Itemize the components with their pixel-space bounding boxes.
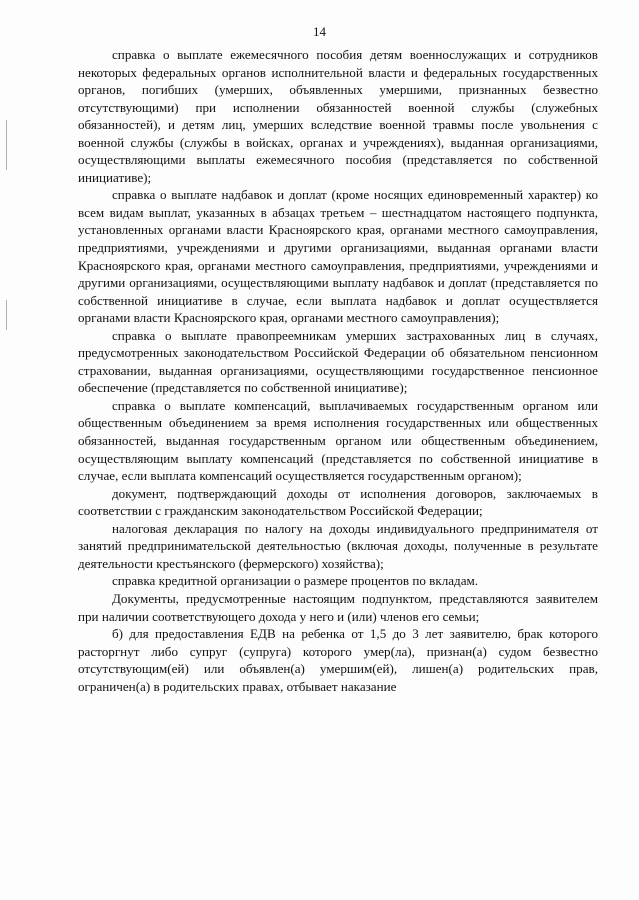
paragraph-compensation-payments: справка о выплате компенсаций, выплачиваемых государственным органом или общественным объединением за время исполнения государственных или общественных обязанностей, выданная государственным органом или общественным объединением, осуществляющим выплату компенсаций (представляется по собственной инициативе в случае, если выплата компенсаций осуществляется государственным органом);: [78, 397, 598, 484]
paragraph-deposit-interest: справка кредитной организации о размере процентов по вкладам.: [112, 573, 479, 589]
paragraph-tax-declaration: налоговая декларация по налогу на доходы индивидуального предпринимателя от занятий предпринимательской деятельностью (включая доходы, полученные в результате деятельности крестьянского (фермерского) хозяйства);: [78, 520, 598, 571]
scan-margin-mark: [6, 120, 7, 170]
paragraph-military-children-allowance: справка о выплате ежемесячного пособия детям военнослужащих и сотрудников некоторых федеральных органов исполнительной власти и федеральных государственных органов, погибших (умерших, объявленных умершими, признанных безвестно отсутствующими) при исполнении обязанностей военной службы (служебных обязанностей), и детям лиц, умерших вследствие военной травмы после увольнения с военной службы (службы в войсках, органах и учреждениях), выданная организациями, осуществляющими выплаты ежемесячного пособия (представляется по собственной инициативе);: [78, 47, 598, 185]
paragraph-successor-payments: справка о выплате правопреемникам умерших застрахованных лиц в случаях, предусмотренных законодательством Российской Федерации об обязательном пенсионном страховании, выданная организациями, осуществляющими государственное пенсионное обеспечение (представляется по собственной инициативе);: [78, 327, 598, 396]
document-body: [78, 46, 598, 695]
paragraph-civil-contract-income: документ, подтверждающий доходы от исполнения договоров, заключаемых в соответствии с гражданским законодательством Российской Федерации;: [78, 485, 598, 519]
page-number: 14: [313, 24, 326, 39]
paragraph-edv-child-1-5-3: б) для предоставления ЕДВ на ребенка от 1,5 до 3 лет заявителю, брак которого расторгнут либо супруг (супруга) которого умер(ла), признан(а) судом безвестно отсутствующим(ей) или объявлен(а) умершим(ей), лишен(а) родительских прав, ограничен(а) в родительских правах, отбывает наказание: [78, 626, 598, 694]
paragraph-supplements-and-allowances: справка о выплате надбавок и доплат (кроме носящих единовременный характер) ко всем видам выплат, указанных в абзацах третьем – шестнадцатом настоящего подпункта, установленных органами власти Красноярского края, органами местного самоуправления, предприятиями, учреждениями и другими организациями, выданная органами власти Красноярского края, органами местного самоуправления, предприятиями, учреждениями и другими организациями, осуществляющими выплату надбавок и доплат (представляется по собственной инициативе в случае, если выплата надбавок и доплат осуществляется органами власти Красноярского края, органами местного самоуправления);: [78, 187, 598, 326]
scan-margin-mark: [6, 300, 7, 330]
paragraph-documents-note: Документы, предусмотренные настоящим подпунктом, представляются заявителем при наличии соответствующего дохода у него и (или) членов его семьи;: [78, 590, 598, 624]
